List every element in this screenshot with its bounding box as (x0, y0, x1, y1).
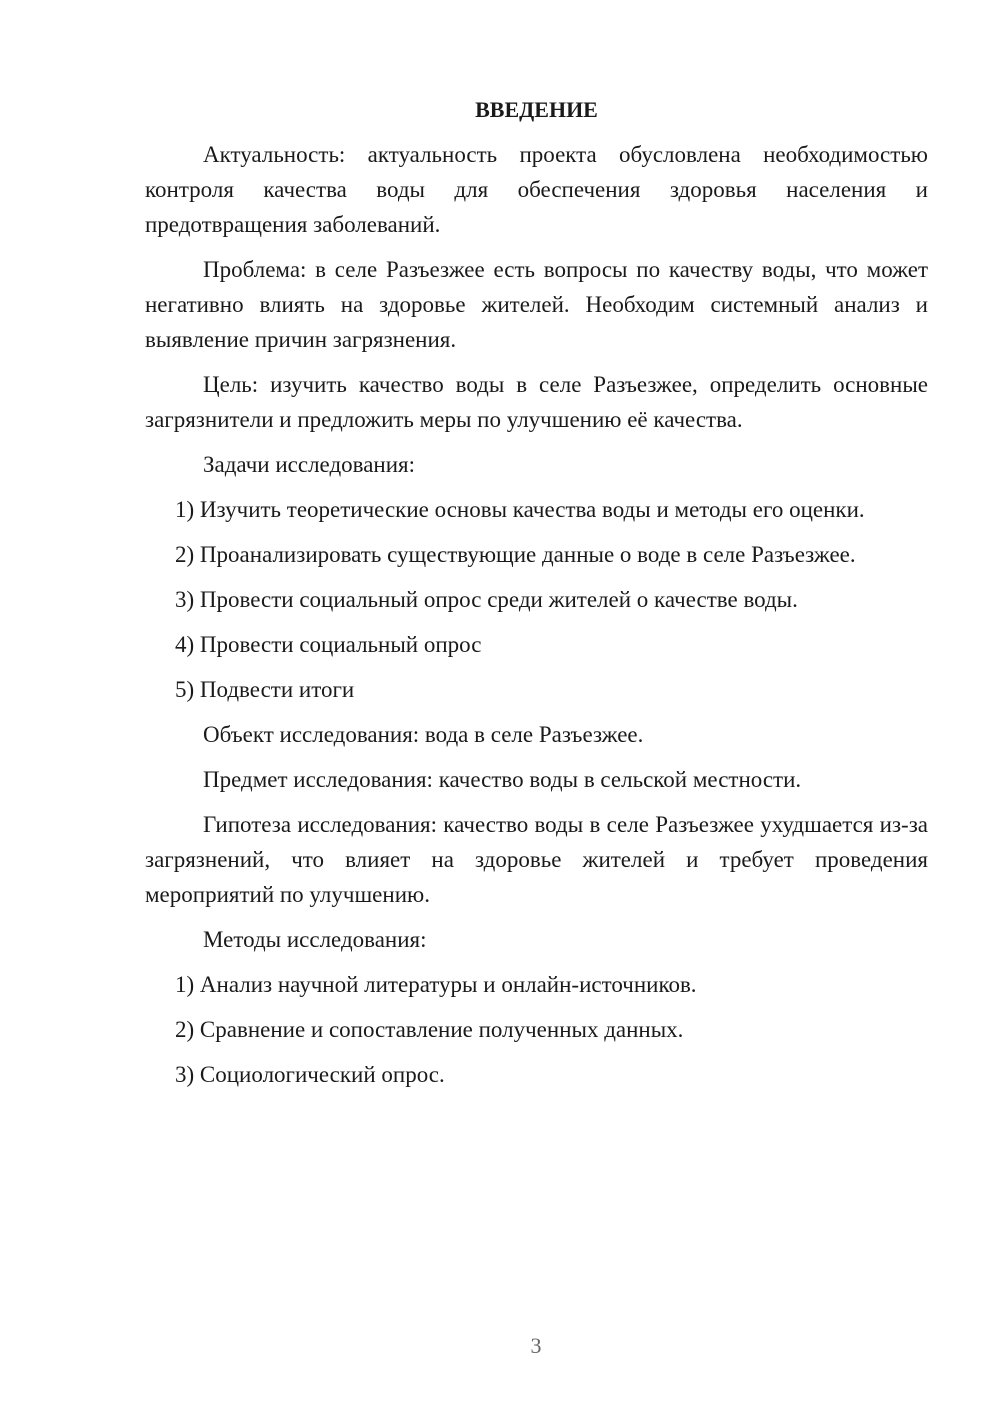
problem-paragraph: Проблема: в селе Разъезжее есть вопросы по качеству воды, что может негативно влиять на здоровье жителей. Необходим системный анализ и выявление причин загрязнения. (145, 257, 928, 352)
task-item: 4) Провести социальный опрос (175, 632, 482, 657)
goal-paragraph: Цель: изучить качество воды в селе Разъезжее, определить основные загрязнители и предложить меры по улучшению её качества. (145, 372, 928, 432)
research-subject: Предмет исследования: качество воды в сельской местности. (203, 767, 802, 792)
tasks-heading: Задачи исследования: (203, 452, 416, 477)
research-object: Объект исследования: вода в селе Разъезжее. (203, 722, 644, 747)
page-number: 3 (530, 1333, 542, 1358)
hypothesis-paragraph: Гипотеза исследования: качество воды в селе Разъезжее ухудшается из-за загрязнений, что влияет на здоровье жителей и требует проведения мероприятий по улучшению. (145, 812, 928, 907)
method-item: 1) Анализ научной литературы и онлайн-источников. (175, 972, 697, 997)
relevance-paragraph: Актуальность: актуальность проекта обусловлена необходимостью контроля качества воды для обеспечения здоровья населения и предотвращения заболеваний. (145, 142, 928, 237)
task-item: 3) Провести социальный опрос среди жителей о качестве воды. (175, 587, 798, 612)
method-item: 3) Социологический опрос. (175, 1062, 445, 1087)
task-item: 5) Подвести итоги (175, 677, 355, 702)
document-page (145, 92, 928, 1102)
page-title: ВВЕДЕНИЕ (475, 97, 598, 122)
task-item: 1) Изучить теоретические основы качества воды и методы его оценки. (175, 497, 865, 522)
methods-heading: Методы исследования: (203, 927, 427, 952)
task-item: 2) Проанализировать существующие данные о воде в селе Разъезжее. (175, 542, 856, 567)
method-item: 2) Сравнение и сопоставление полученных данных. (175, 1017, 684, 1042)
